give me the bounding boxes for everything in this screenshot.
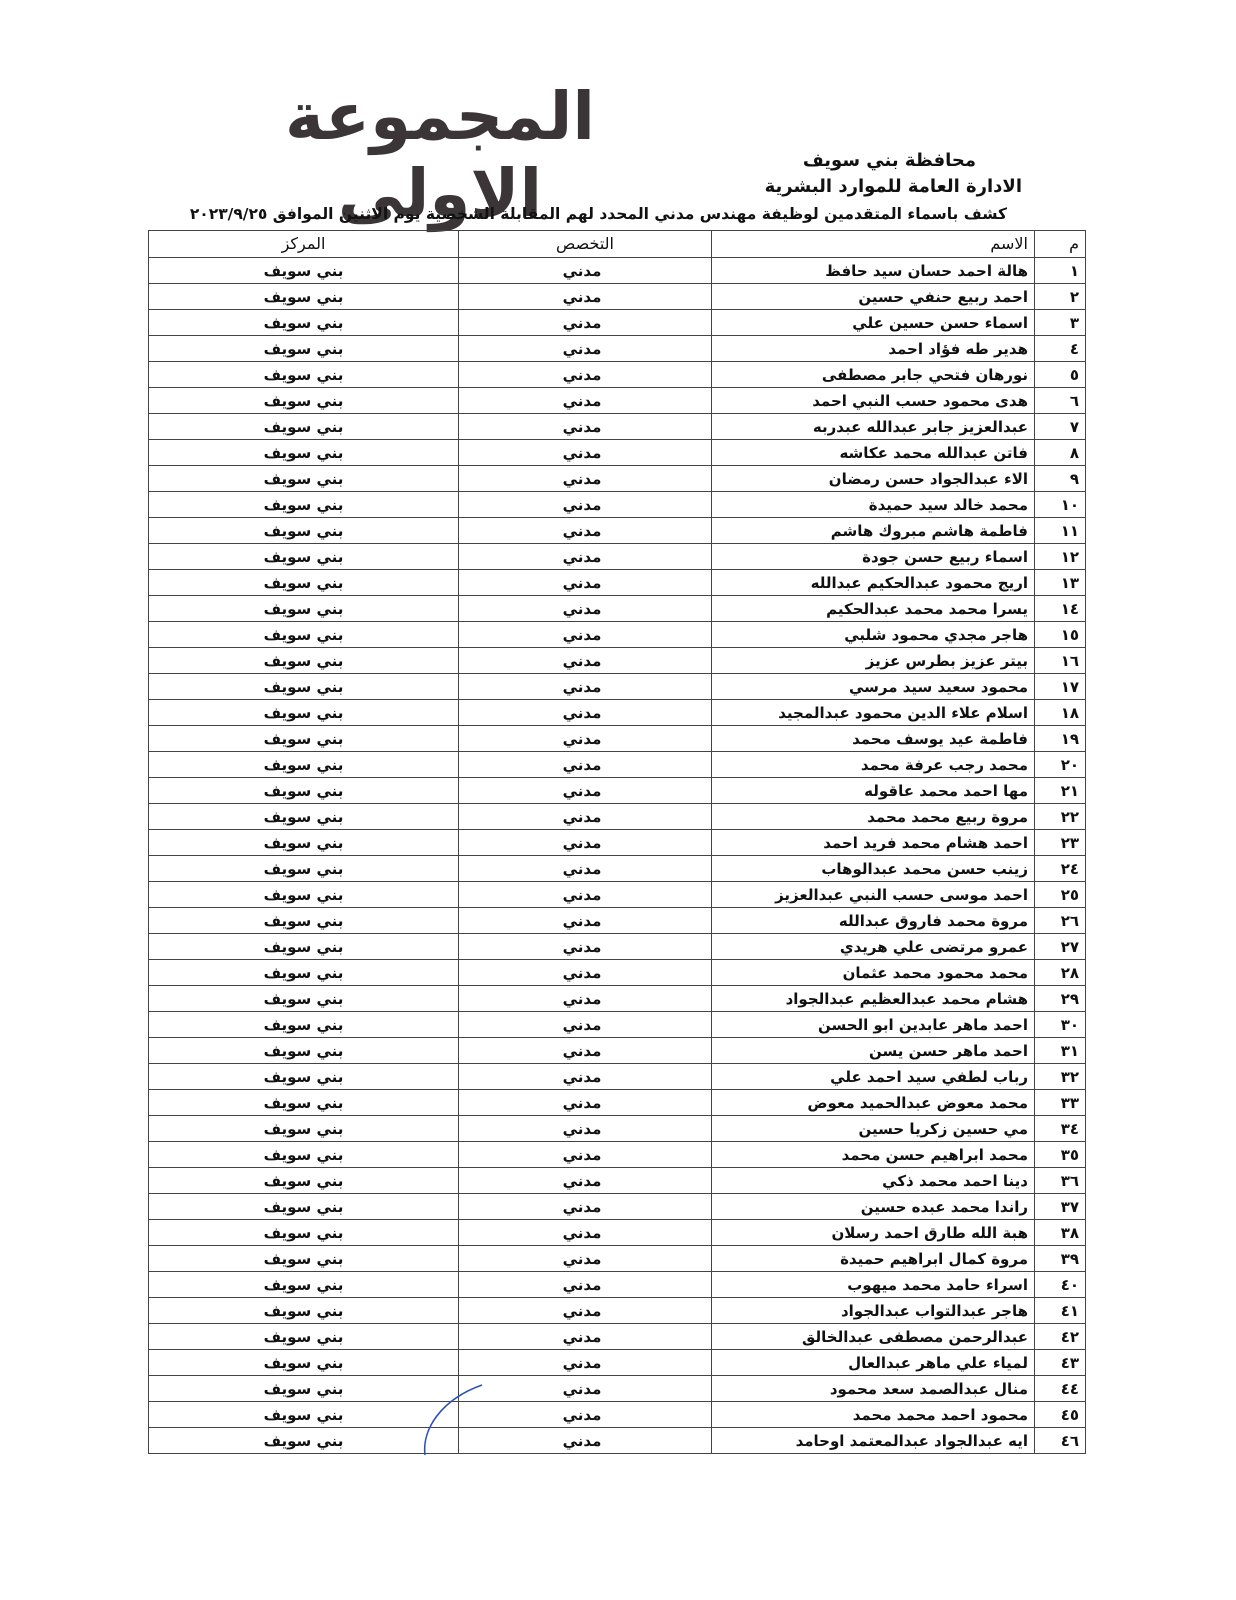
table-row [149,986,1086,1012]
center-cell: بني سويف [149,856,459,882]
applicant-name: رباب لطفي سيد احمد علي [712,1064,1035,1090]
specialty-cell: مدني [459,1220,712,1246]
applicant-name: لمياء علي ماهر عبدالعال [712,1350,1035,1376]
row-number: ٢٠ [1035,752,1086,778]
row-number: ٦ [1035,388,1086,414]
row-number: ١٨ [1035,700,1086,726]
center-cell: بني سويف [149,1142,459,1168]
specialty-cell: مدني [459,960,712,986]
applicant-name: محمد خالد سيد حميدة [712,492,1035,518]
center-cell: بني سويف [149,1220,459,1246]
row-number: ٢٢ [1035,804,1086,830]
governorate-heading: محافظة بني سويف [802,150,976,171]
applicant-name: فاطمة هاشم مبروك هاشم [712,518,1035,544]
applicant-name: اسراء حامد محمد ميهوب [712,1272,1035,1298]
table-row [149,804,1086,830]
applicant-name: هبة الله طارق احمد رسلان [712,1220,1035,1246]
table-row [149,1168,1086,1194]
table-row [149,1090,1086,1116]
applicant-name: عبدالعزيز جابر عبدالله عبدربه [712,414,1035,440]
specialty-cell: مدني [459,1324,712,1350]
specialty-cell: مدني [459,934,712,960]
specialty-cell: مدني [459,1298,712,1324]
table-row [149,284,1086,310]
specialty-cell: مدني [459,466,712,492]
applicant-name: محمد محمود محمد عثمان [712,960,1035,986]
center-cell: بني سويف [149,674,459,700]
applicant-name: هشام محمد عبدالعظيم عبدالجواد [712,986,1035,1012]
applicant-name: زينب حسن محمد عبدالوهاب [712,856,1035,882]
table-row [149,1116,1086,1142]
specialty-cell: مدني [459,518,712,544]
table-row [149,856,1086,882]
applicant-name: يسرا محمد محمد عبدالحكيم [712,596,1035,622]
applicant-name: منال عبدالصمد سعد محمود [712,1376,1035,1402]
row-number: ١ [1035,258,1086,284]
table-row [149,882,1086,908]
applicant-name: هدى محمود حسب النبي احمد [712,388,1035,414]
table-row [149,1038,1086,1064]
center-cell: بني سويف [149,1168,459,1194]
row-number: ٤٤ [1035,1376,1086,1402]
row-number: ٢٧ [1035,934,1086,960]
row-number: ١٧ [1035,674,1086,700]
specialty-cell: مدني [459,908,712,934]
center-cell: بني سويف [149,700,459,726]
table-row [149,1402,1086,1428]
row-number: ٤٢ [1035,1324,1086,1350]
applicants-table [148,230,1086,1454]
specialty-cell: مدني [459,700,712,726]
center-cell: بني سويف [149,596,459,622]
row-number: ٣٩ [1035,1246,1086,1272]
table-row [149,440,1086,466]
center-cell: بني سويف [149,336,459,362]
row-number: ٣ [1035,310,1086,336]
center-cell: بني سويف [149,960,459,986]
table-row [149,960,1086,986]
row-number: ٨ [1035,440,1086,466]
center-cell: بني سويف [149,726,459,752]
table-row [149,1428,1086,1454]
row-number: ١١ [1035,518,1086,544]
table-row [149,778,1086,804]
specialty-cell: مدني [459,570,712,596]
specialty-cell: مدني [459,1012,712,1038]
table-row [149,648,1086,674]
center-cell: بني سويف [149,1324,459,1350]
applicant-name: احمد هشام محمد فريد احمد [712,830,1035,856]
table-row [149,570,1086,596]
center-cell: بني سويف [149,518,459,544]
applicant-name: فاطمة عيد يوسف محمد [712,726,1035,752]
table-row [149,492,1086,518]
row-number: ٧ [1035,414,1086,440]
table-row [149,1246,1086,1272]
pen-mark-signature [420,1380,500,1460]
specialty-cell: مدني [459,1168,712,1194]
center-cell: بني سويف [149,1272,459,1298]
table-row [149,1194,1086,1220]
specialty-cell: مدني [459,778,712,804]
applicant-name: مروة كمال ابراهيم حميدة [712,1246,1035,1272]
center-cell: بني سويف [149,388,459,414]
center-cell: بني سويف [149,258,459,284]
row-number: ٣٨ [1035,1220,1086,1246]
specialty-cell: مدني [459,336,712,362]
center-cell: بني سويف [149,1090,459,1116]
table-row [149,1220,1086,1246]
center-cell: بني سويف [149,1246,459,1272]
table-row [149,362,1086,388]
applicant-name: عبدالرحمن مصطفى عبدالخالق [712,1324,1035,1350]
specialty-cell: مدني [459,1116,712,1142]
group-title: المجموعة الاولى [285,78,595,232]
applicant-name: عمرو مرتضى علي هريدي [712,934,1035,960]
specialty-cell: مدني [459,1402,712,1428]
row-number: ١٣ [1035,570,1086,596]
specialty-cell: مدني [459,1038,712,1064]
center-cell: بني سويف [149,908,459,934]
applicant-name: نورهان فتحي جابر مصطفى [712,362,1035,388]
row-number: ٢١ [1035,778,1086,804]
table-row [149,1324,1086,1350]
table-row [149,1142,1086,1168]
applicant-name: بيتر عزيز بطرس عزيز [712,648,1035,674]
center-cell: بني سويف [149,362,459,388]
table-row [149,1350,1086,1376]
row-number: ١٢ [1035,544,1086,570]
applicant-name: ايه عبدالجواد عبدالمعتمد اوحامد [712,1428,1035,1454]
applicant-name: محمد معوض عبدالحميد معوض [712,1090,1035,1116]
row-number: ٢٨ [1035,960,1086,986]
row-number: ٣٥ [1035,1142,1086,1168]
row-number: ١٠ [1035,492,1086,518]
row-number: ٢٩ [1035,986,1086,1012]
center-cell: بني سويف [149,414,459,440]
applicant-name: اريج محمود عبدالحكيم عبدالله [712,570,1035,596]
table-row [149,336,1086,362]
table-row [149,830,1086,856]
applicant-name: محمد رجب عرفة محمد [712,752,1035,778]
row-number: ٢٦ [1035,908,1086,934]
specialty-cell: مدني [459,804,712,830]
center-cell: بني سويف [149,284,459,310]
specialty-cell: مدني [459,310,712,336]
center-cell: بني سويف [149,622,459,648]
row-number: ٢٣ [1035,830,1086,856]
center-cell: بني سويف [149,1064,459,1090]
specialty-cell: مدني [459,726,712,752]
center-cell: بني سويف [149,440,459,466]
applicant-name: هدير طه فؤاد احمد [712,336,1035,362]
table-row [149,596,1086,622]
row-number: ٩ [1035,466,1086,492]
applicant-name: راندا محمد عبده حسين [712,1194,1035,1220]
specialty-cell: مدني [459,284,712,310]
center-cell: بني سويف [149,1428,459,1454]
row-number: ٤٦ [1035,1428,1086,1454]
row-number: ٢٥ [1035,882,1086,908]
table-row [149,622,1086,648]
center-cell: بني سويف [149,310,459,336]
center-cell: بني سويف [149,544,459,570]
specialty-cell: مدني [459,986,712,1012]
specialty-cell: مدني [459,1272,712,1298]
row-number: ٤٥ [1035,1402,1086,1428]
specialty-cell: مدني [459,544,712,570]
applicant-name: مروة ربيع محمد محمد [712,804,1035,830]
specialty-cell: مدني [459,1350,712,1376]
center-cell: بني سويف [149,986,459,1012]
table-row [149,258,1086,284]
specialty-cell: مدني [459,674,712,700]
specialty-cell: مدني [459,362,712,388]
specialty-cell: مدني [459,492,712,518]
specialty-cell: مدني [459,1090,712,1116]
table-row [149,1012,1086,1038]
specialty-cell: مدني [459,414,712,440]
row-number: ٥ [1035,362,1086,388]
table-body [149,258,1086,1454]
applicant-name: اسلام علاء الدين محمود عبدالمجيد [712,700,1035,726]
applicant-name: محمد ابراهيم حسن محمد [712,1142,1035,1168]
row-number: ٣١ [1035,1038,1086,1064]
center-cell: بني سويف [149,830,459,856]
row-number: ٣٢ [1035,1064,1086,1090]
document-subject: كشف باسماء المتقدمين لوظيفة مهندس مدني المحدد لهم المقابلة الشخصية يوم الاثنين الموافق ٢٠٢٣/٩/٢٥ [189,205,1007,223]
center-cell: بني سويف [149,648,459,674]
row-number: ٤١ [1035,1298,1086,1324]
center-cell: بني سويف [149,804,459,830]
column-header-name: الاسم [712,231,1035,258]
table-row [149,700,1086,726]
row-number: ٣٣ [1035,1090,1086,1116]
center-cell: بني سويف [149,934,459,960]
applicant-name: فاتن عبدالله محمد عكاشه [712,440,1035,466]
specialty-cell: مدني [459,1142,712,1168]
specialty-cell: مدني [459,882,712,908]
center-cell: بني سويف [149,1376,459,1402]
center-cell: بني سويف [149,1194,459,1220]
specialty-cell: مدني [459,388,712,414]
row-number: ٢ [1035,284,1086,310]
table-row [149,388,1086,414]
column-header-center: المركز [149,231,459,258]
row-number: ٤٣ [1035,1350,1086,1376]
table-row [149,1272,1086,1298]
table-row [149,1298,1086,1324]
specialty-cell: مدني [459,1194,712,1220]
table-row [149,1064,1086,1090]
specialty-cell: مدني [459,856,712,882]
department-heading: الادارة العامة للموارد البشرية [764,176,1022,197]
center-cell: بني سويف [149,1116,459,1142]
center-cell: بني سويف [149,1350,459,1376]
applicant-name: دينا احمد محمد ذكي [712,1168,1035,1194]
center-cell: بني سويف [149,570,459,596]
applicant-name: هالة احمد حسان سيد حافظ [712,258,1035,284]
center-cell: بني سويف [149,466,459,492]
applicant-name: احمد ماهر عابدين ابو الحسن [712,1012,1035,1038]
specialty-cell: مدني [459,830,712,856]
column-header-specialty: التخصص [459,231,712,258]
specialty-cell: مدني [459,596,712,622]
row-number: ٣٤ [1035,1116,1086,1142]
table-row [149,310,1086,336]
table-row [149,414,1086,440]
center-cell: بني سويف [149,882,459,908]
table-row [149,934,1086,960]
specialty-cell: مدني [459,622,712,648]
table-row [149,674,1086,700]
applicant-name: احمد ربيع حنفي حسين [712,284,1035,310]
center-cell: بني سويف [149,778,459,804]
applicant-name: هاجر عبدالتواب عبدالجواد [712,1298,1035,1324]
specialty-cell: مدني [459,1376,712,1402]
applicant-name: هاجر مجدي محمود شلبي [712,622,1035,648]
table-row [149,908,1086,934]
applicant-name: مروة محمد فاروق عبدالله [712,908,1035,934]
row-number: ٤٠ [1035,1272,1086,1298]
specialty-cell: مدني [459,648,712,674]
center-cell: بني سويف [149,492,459,518]
row-number: ٣٦ [1035,1168,1086,1194]
specialty-cell: مدني [459,1428,712,1454]
row-number: ٣٧ [1035,1194,1086,1220]
row-number: ١٥ [1035,622,1086,648]
applicant-name: الاء عبدالجواد حسن رمضان [712,466,1035,492]
specialty-cell: مدني [459,1246,712,1272]
table-row [149,752,1086,778]
table-header-row [149,231,1086,258]
table-row [149,726,1086,752]
applicant-name: مها احمد محمد عاقوله [712,778,1035,804]
applicant-name: محمود احمد محمد محمد [712,1402,1035,1428]
center-cell: بني سويف [149,1038,459,1064]
row-number: ١٤ [1035,596,1086,622]
specialty-cell: مدني [459,1064,712,1090]
specialty-cell: مدني [459,440,712,466]
row-number: ٣٠ [1035,1012,1086,1038]
center-cell: بني سويف [149,1012,459,1038]
center-cell: بني سويف [149,1402,459,1428]
row-number: ٢٤ [1035,856,1086,882]
specialty-cell: مدني [459,752,712,778]
center-cell: بني سويف [149,752,459,778]
center-cell: بني سويف [149,1298,459,1324]
table-row [149,518,1086,544]
applicant-name: اسماء حسن حسين علي [712,310,1035,336]
row-number: ١٦ [1035,648,1086,674]
column-header-no: م [1035,231,1086,258]
table-row [149,544,1086,570]
applicant-name: احمد ماهر حسن يسن [712,1038,1035,1064]
table-row [149,1376,1086,1402]
applicant-name: اسماء ربيع حسن جودة [712,544,1035,570]
row-number: ١٩ [1035,726,1086,752]
table-row [149,466,1086,492]
specialty-cell: مدني [459,258,712,284]
applicant-name: مي حسين زكريا حسين [712,1116,1035,1142]
applicant-name: محمود سعيد سيد مرسي [712,674,1035,700]
applicant-name: احمد موسى حسب النبي عبدالعزيز [712,882,1035,908]
row-number: ٤ [1035,336,1086,362]
